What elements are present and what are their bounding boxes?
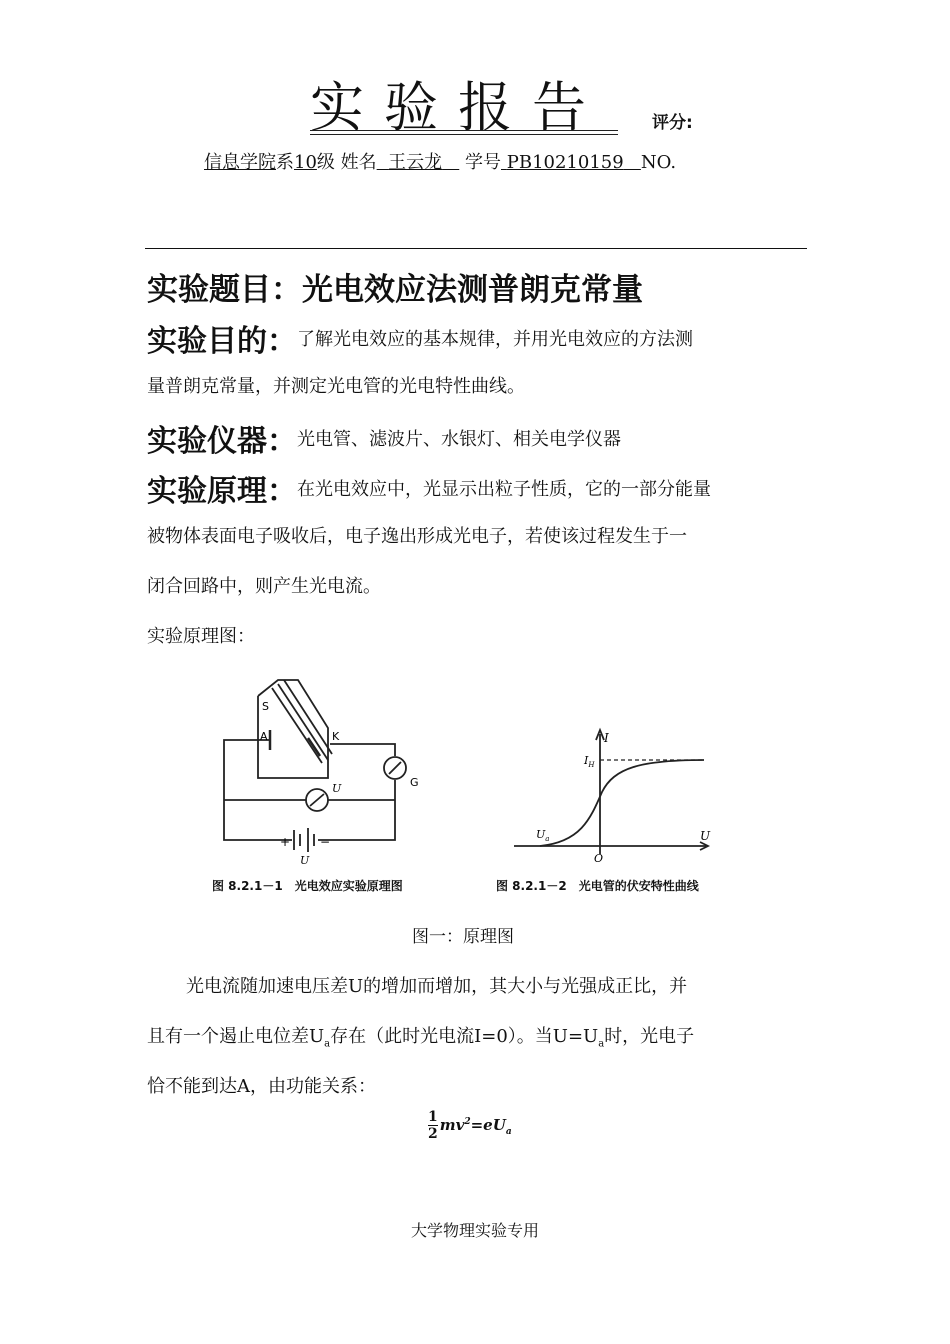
student-id [501,152,641,173]
wire-top-right [330,744,395,756]
wire-right [318,780,395,840]
axis-label-IH-sub: H [588,761,595,769]
header-divider [145,248,807,249]
paragraph-line2-sub1: a [324,1038,331,1050]
iv-curve-chart [500,720,730,870]
grade: 10 [294,152,317,173]
energy-formula [428,1110,512,1142]
topic-label: 实验题目： [147,272,302,308]
circuit-diagram [200,668,440,898]
formula-rhs: =eU [470,1115,506,1134]
instruments-text: 光电管、滤波片、水银灯、相关电学仪器 [297,429,621,450]
formula-body: mv [439,1115,465,1134]
grade-suffix: 级 姓名 [316,152,377,173]
title-underline [310,130,618,131]
axis-label-IH [583,754,595,769]
purpose-line1: 了解光电效应的基本规律，并用光电效应的方法测 [297,329,693,350]
label-A: A [260,730,268,743]
axis-label-U: U [700,829,711,843]
formula-denominator: 2 [428,1126,438,1142]
formula-numerator: 1 [428,1109,438,1125]
axis-label-Ua-sub: a [545,835,550,843]
principle-row [147,466,711,510]
axis-label-IH-main: I [584,754,589,767]
instruments-label: 实验仪器： [147,424,297,459]
student-name [377,152,460,173]
paragraph-line3: 恰不能到达A，由功能关系： [147,1076,376,1097]
label-U-meter: U [332,782,342,795]
department: 信息学院 [204,152,276,173]
figure-main-caption: 图一：原理图 [412,927,514,947]
id-label: 学号 [465,152,501,173]
diagram-label: 实验原理图： [147,626,255,647]
label-plus: + [280,835,291,849]
galvanometer-needle [389,762,401,774]
title-underline-double [310,134,618,135]
principle-label: 实验原理： [147,474,297,509]
paragraph-line2-sub2: a [598,1038,605,1050]
instruments-row [147,416,621,460]
label-minus: − [320,835,331,849]
student-info [204,148,676,174]
figure-caption-right: 图 8.2.1－2 光电管的伏安特性曲线 [496,879,699,893]
label-K: K [332,730,340,743]
dept-suffix: 系 [276,152,294,173]
label-S: S [262,700,269,713]
axis-label-Ua-main: U [536,828,546,841]
label-U-battery: U [300,854,310,867]
footer-text: 大学物理实验专用 [410,1221,539,1240]
cathode-plate [308,738,320,756]
principle-line2: 被物体表面电子吸收后，电子逸出形成光电子，若使该过程发生于一 [147,526,687,547]
score-label: 评分: [652,113,693,133]
topic-text: 光电效应法测普朗克常量 [302,272,643,308]
light-ray-2 [278,684,328,760]
paragraph-line2-a: 且有一个遏止电位差U [147,1026,325,1047]
axis-label-O: O [594,852,604,865]
paragraph-line2-b: 存在（此时光电流I=0）。当U=U [330,1026,599,1047]
purpose-label: 实验目的： [147,324,297,359]
paragraph-line1: 光电流随加速电压差U的增加而增加，其大小与光强成正比，并 [186,976,688,997]
axis-label-I: I [604,731,609,745]
figure-caption-left: 图 8.2.1－1 光电效应实验原理图 [212,879,403,893]
purpose-row [147,316,693,360]
report-title: 实验报告 [310,76,606,139]
purpose-line2: 量普朗克常量，并测定光电管的光电特性曲线。 [147,376,525,397]
principle-line3: 闭合回路中，则产生光电流。 [147,576,381,597]
student-name-text: 王云龙 [388,152,443,173]
paragraph-line2-c: 时，光电子 [604,1026,695,1047]
topic-row [147,264,643,309]
iv-curve [540,760,704,846]
label-G: G [410,776,419,789]
formula-rhs-sub: a [505,1126,512,1137]
student-id-text: PB10210159 [506,152,624,173]
principle-line1: 在光电效应中，光显示出粒子性质，它的一部分能量 [297,479,711,500]
voltmeter-needle [310,794,324,806]
axis-label-Ua [536,828,549,843]
paragraph-line2 [147,1022,694,1050]
formula-power: 2 [464,1116,471,1127]
no-label: NO. [640,152,677,173]
